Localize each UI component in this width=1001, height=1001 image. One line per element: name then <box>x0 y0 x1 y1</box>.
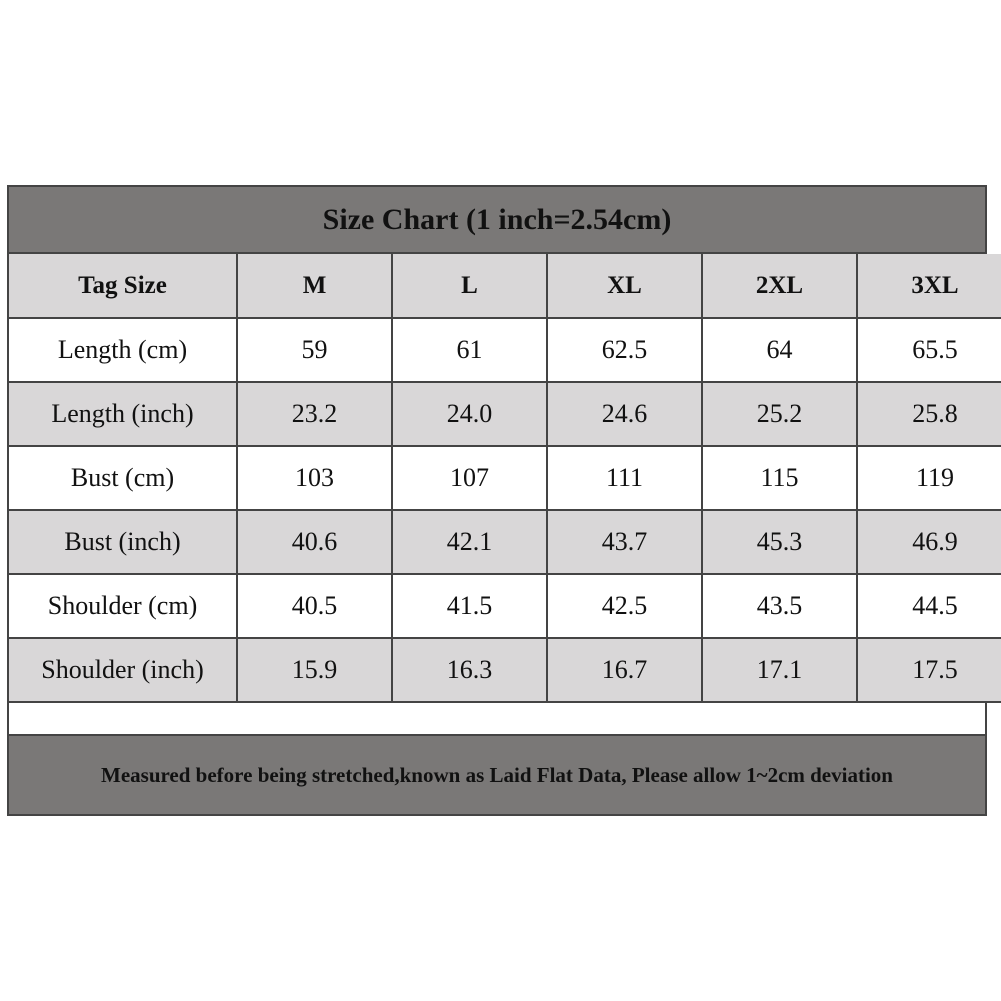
table-cell: 115 <box>702 446 857 510</box>
row-label: Bust (inch) <box>9 510 237 574</box>
size-chart <box>7 185 987 816</box>
table-cell: 17.1 <box>702 638 857 702</box>
size-header-m: M <box>237 254 392 318</box>
row-label: Length (inch) <box>9 382 237 446</box>
header-label-cell: Tag Size <box>9 254 237 318</box>
table-cell: 45.3 <box>702 510 857 574</box>
table-row <box>9 382 1001 446</box>
row-label: Length (cm) <box>9 318 237 382</box>
size-header-2xl: 2XL <box>702 254 857 318</box>
table-cell: 43.7 <box>547 510 702 574</box>
table-cell: 40.5 <box>237 574 392 638</box>
table-cell: 111 <box>547 446 702 510</box>
table-cell: 46.9 <box>857 510 1001 574</box>
table-cell: 42.5 <box>547 574 702 638</box>
table-cell: 15.9 <box>237 638 392 702</box>
header-row <box>9 254 1001 318</box>
table-cell: 16.7 <box>547 638 702 702</box>
table-cell: 42.1 <box>392 510 547 574</box>
table-row <box>9 638 1001 702</box>
table-cell: 40.6 <box>237 510 392 574</box>
table-cell: 25.2 <box>702 382 857 446</box>
table-cell: 103 <box>237 446 392 510</box>
table-row <box>9 318 1001 382</box>
table-cell: 119 <box>857 446 1001 510</box>
table-cell: 24.0 <box>392 382 547 446</box>
table-row <box>9 574 1001 638</box>
footer-note: Measured before being stretched,known as Laid Flat Data, Please allow 1~2cm deviation <box>9 734 985 814</box>
table-cell: 59 <box>237 318 392 382</box>
size-header-xl: XL <box>547 254 702 318</box>
table-cell: 23.2 <box>237 382 392 446</box>
table-cell: 16.3 <box>392 638 547 702</box>
table-cell: 17.5 <box>857 638 1001 702</box>
table-cell: 64 <box>702 318 857 382</box>
size-table <box>9 254 1001 703</box>
size-header-3xl: 3XL <box>857 254 1001 318</box>
table-row <box>9 510 1001 574</box>
row-label: Bust (cm) <box>9 446 237 510</box>
table-row <box>9 446 1001 510</box>
size-header-l: L <box>392 254 547 318</box>
table-cell: 62.5 <box>547 318 702 382</box>
row-label: Shoulder (inch) <box>9 638 237 702</box>
table-cell: 43.5 <box>702 574 857 638</box>
table-cell: 24.6 <box>547 382 702 446</box>
size-chart-title: Size Chart (1 inch=2.54cm) <box>9 187 985 254</box>
table-cell: 107 <box>392 446 547 510</box>
table-cell: 25.8 <box>857 382 1001 446</box>
table-cell: 44.5 <box>857 574 1001 638</box>
table-cell: 65.5 <box>857 318 1001 382</box>
table-cell: 41.5 <box>392 574 547 638</box>
table-cell: 61 <box>392 318 547 382</box>
row-label: Shoulder (cm) <box>9 574 237 638</box>
